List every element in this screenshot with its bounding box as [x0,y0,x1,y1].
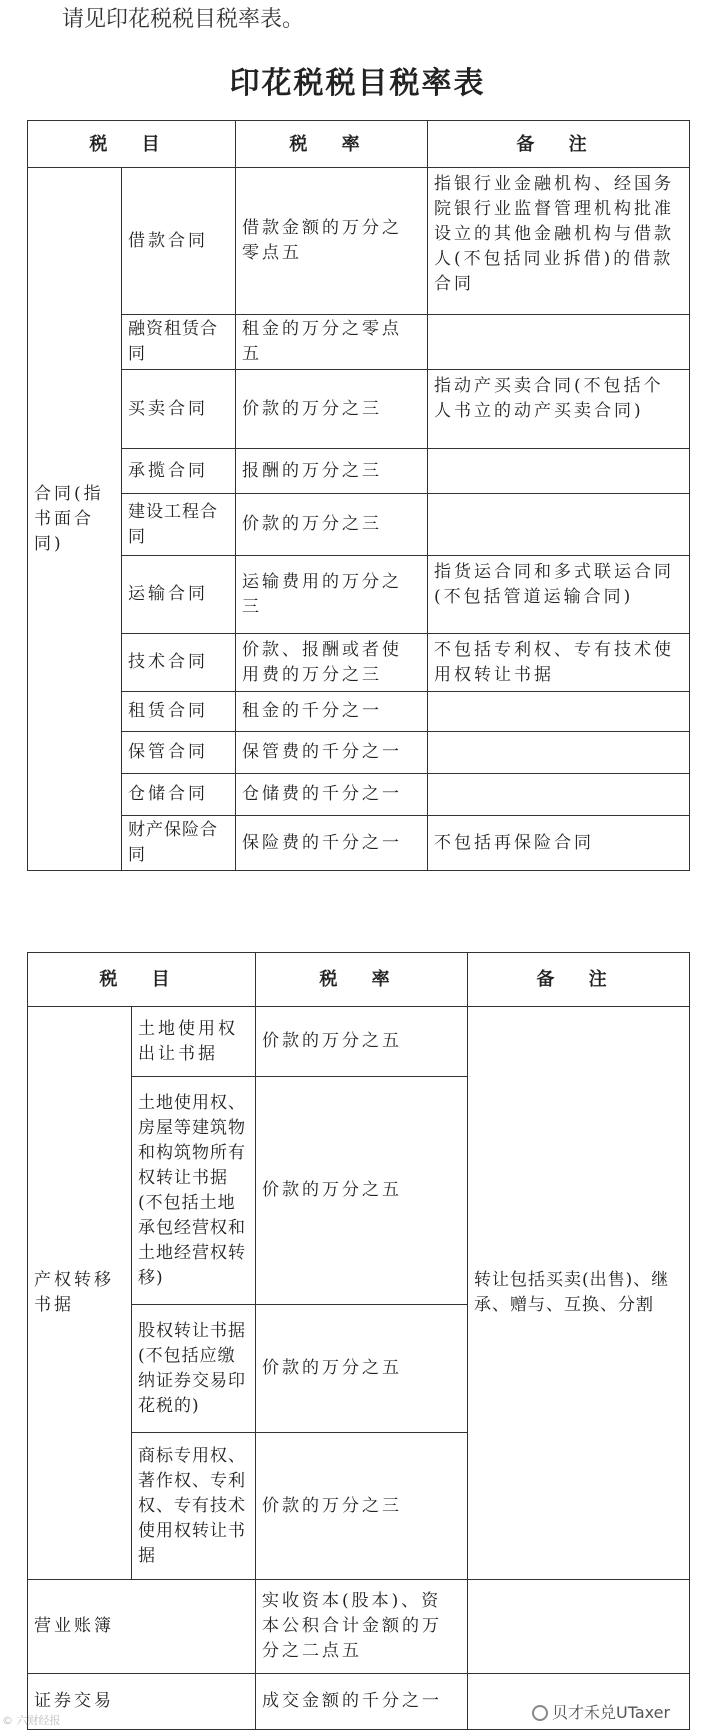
note-cell: 不包括专利权、专有技术使用权转让书据 [428,634,690,692]
item-cell: 建设工程合同 [122,494,236,556]
note-cell: 指银行业金融机构、经国务院银行业监督管理机构批准设立的其他金融机构与借款人(不包括同业拆借)的借款合同 [428,168,690,315]
rate-cell: 运输费用的万分之三 [236,556,428,634]
group-note: 转让包括买卖(出售)、继承、赠与、互换、分割 [468,1007,690,1580]
header-item: 税 目 [28,121,236,168]
header-rate: 税 率 [256,953,468,1007]
item-cell: 运输合同 [122,556,236,634]
rate-cell: 仓储费的千分之一 [236,774,428,816]
document-title: 印花税税目税率表 [229,66,486,101]
table-row [28,692,690,732]
watermark-right-text: 贝才禾兑UTaxer [552,1703,671,1722]
table-row [28,370,690,449]
note-cell [428,494,690,556]
item-cell: 股权转让书据(不包括应缴纳证券交易印花税的) [132,1305,256,1433]
item-cell: 保管合同 [122,732,236,774]
table-row [28,556,690,634]
rate-cell: 价款、报酬或者使用费的万分之三 [236,634,428,692]
header-item: 税 目 [28,953,256,1007]
rate-cell: 价款的万分之三 [236,494,428,556]
table-row [28,774,690,816]
item-cell: 仓储合同 [122,774,236,816]
table-row [28,449,690,494]
note-cell [428,774,690,816]
item-cell: 租赁合同 [122,692,236,732]
rate-cell: 成交金额的千分之一 [256,1674,468,1730]
rate-cell: 实收资本(股本)、资本公积合计金额的万分之二点五 [256,1580,468,1674]
note-cell [428,692,690,732]
item-cell: 承揽合同 [122,449,236,494]
rate-cell: 报酬的万分之三 [236,449,428,494]
tax-rate-table-transfers [27,952,690,1730]
table-row [28,1007,690,1077]
table-row [28,494,690,556]
table-row [28,816,690,871]
rate-cell: 租金的千分之一 [236,692,428,732]
note-cell [428,315,690,370]
item-cell: 营业账簿 [28,1580,256,1674]
watermark-left: © 六财经报 [2,1714,61,1727]
item-cell: 土地使用权、房屋等建筑物和构筑物所有权转让书据(不包括土地承包经营权和土地经营权转移) [132,1077,256,1305]
rate-cell: 价款的万分之五 [256,1007,468,1077]
rate-cell: 租金的万分之零点五 [236,315,428,370]
tax-rate-table-contracts [27,120,690,871]
rate-cell: 价款的万分之五 [256,1305,468,1433]
item-cell: 证券交易 [28,1674,256,1730]
item-cell: 财产保险合同 [122,816,236,871]
rate-cell: 价款的万分之三 [236,370,428,449]
note-cell: 指货运合同和多式联运合同(不包括管道运输合同) [428,556,690,634]
note-cell: 不包括再保险合同 [428,816,690,871]
table-row [28,1580,690,1674]
wechat-icon [532,1705,548,1721]
table-row [28,168,690,315]
note-cell [428,732,690,774]
table-row [28,634,690,692]
table-row [28,732,690,774]
intro-text: 请见印花税税目税率表。 [62,7,305,32]
item-cell: 商标专用权、著作权、专利权、专有技术使用权转让书据 [132,1433,256,1580]
rate-cell: 价款的万分之五 [256,1077,468,1305]
group-label-transfers: 产权转移书据 [28,1007,132,1580]
note-cell [468,1580,690,1674]
note-cell: 指动产买卖合同(不包括个人书立的动产买卖合同) [428,370,690,449]
rate-cell: 价款的万分之三 [256,1433,468,1580]
item-cell: 买卖合同 [122,370,236,449]
header-rate: 税 率 [236,121,428,168]
header-note: 备 注 [468,953,690,1007]
rate-cell: 保险费的千分之一 [236,816,428,871]
item-cell: 土地使用权出让书据 [132,1007,256,1077]
header-note: 备 注 [428,121,690,168]
rate-cell: 保管费的千分之一 [236,732,428,774]
table-row [28,315,690,370]
note-cell [428,449,690,494]
watermark-right [530,1700,672,1723]
item-cell: 融资租赁合同 [122,315,236,370]
rate-cell: 借款金额的万分之零点五 [236,168,428,315]
group-label-contracts: 合同(指书面合同) [28,168,122,871]
item-cell: 技术合同 [122,634,236,692]
item-cell: 借款合同 [122,168,236,315]
